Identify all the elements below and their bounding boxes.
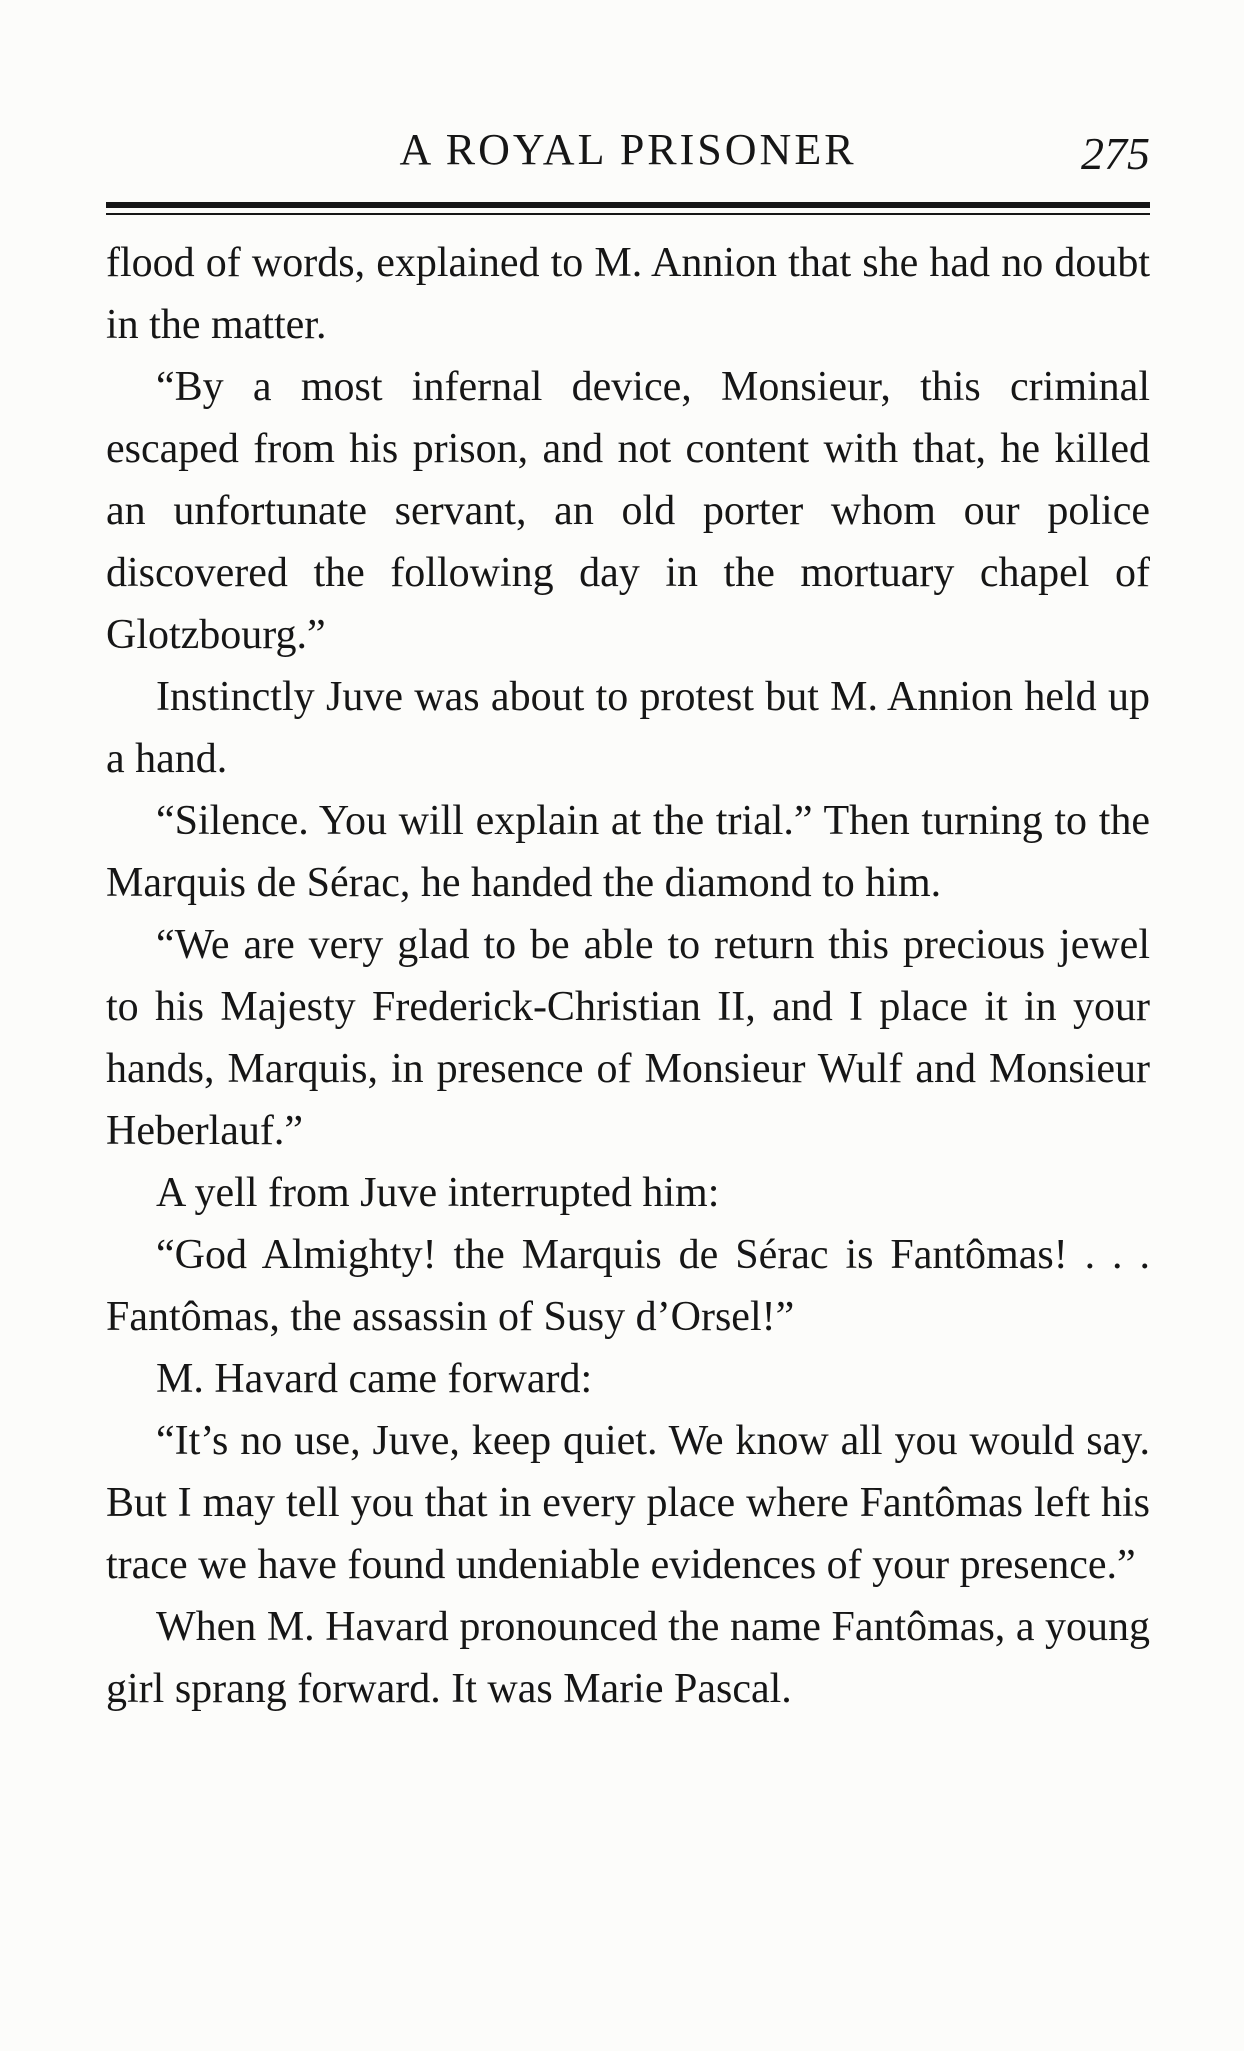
paragraph: “Silence. You will explain at the trial.” Then turning to the Marquis de Sérac, he handed the diamond to him. [106, 798, 1150, 906]
paragraph: A yell from Juve interrupted him: [156, 1170, 720, 1216]
header-rule-thin [106, 213, 1150, 215]
paragraph: “It’s no use, Juve, keep quiet. We know all you would say. But I may tell you that in every place where Fantômas left his trace we have found undeniable evidences of your presence.” [106, 1418, 1150, 1588]
header-rule [106, 202, 1150, 208]
running-head [106, 120, 1150, 180]
paragraph: Instinctly Juve was about to protest but M. Annion held up a hand. [106, 674, 1150, 782]
paragraph: M. Havard came forward: [156, 1356, 593, 1402]
page-number: 275 [1081, 128, 1150, 179]
paragraph-continued: flood of words, explained to M. Annion that she had no doubt in the matter. [106, 240, 1150, 348]
running-title: A ROYAL PRISONER [399, 125, 857, 174]
paragraph: “God Almighty! the Marquis de Sérac is Fantômas! . . . Fantômas, the assassin of Susy d’Orsel!” [106, 1232, 1150, 1340]
paragraph: “By a most infernal device, Monsieur, this criminal escaped from his prison, and not content with that, he killed an unfortunate servant, an old porter whom our police discovered the following day in the mortuary chapel of Glotzbourg.” [106, 364, 1150, 658]
paragraph: “We are very glad to be able to return this precious jewel to his Majesty Frederick-Christian II, and I place it in your hands, Marquis, in presence of Monsieur Wulf and Monsieur Heberlauf.” [106, 922, 1150, 1154]
body-text [106, 232, 1150, 1720]
paragraph: When M. Havard pronounced the name Fantômas, a young girl sprang forward. It was Marie Pascal. [106, 1604, 1150, 1712]
